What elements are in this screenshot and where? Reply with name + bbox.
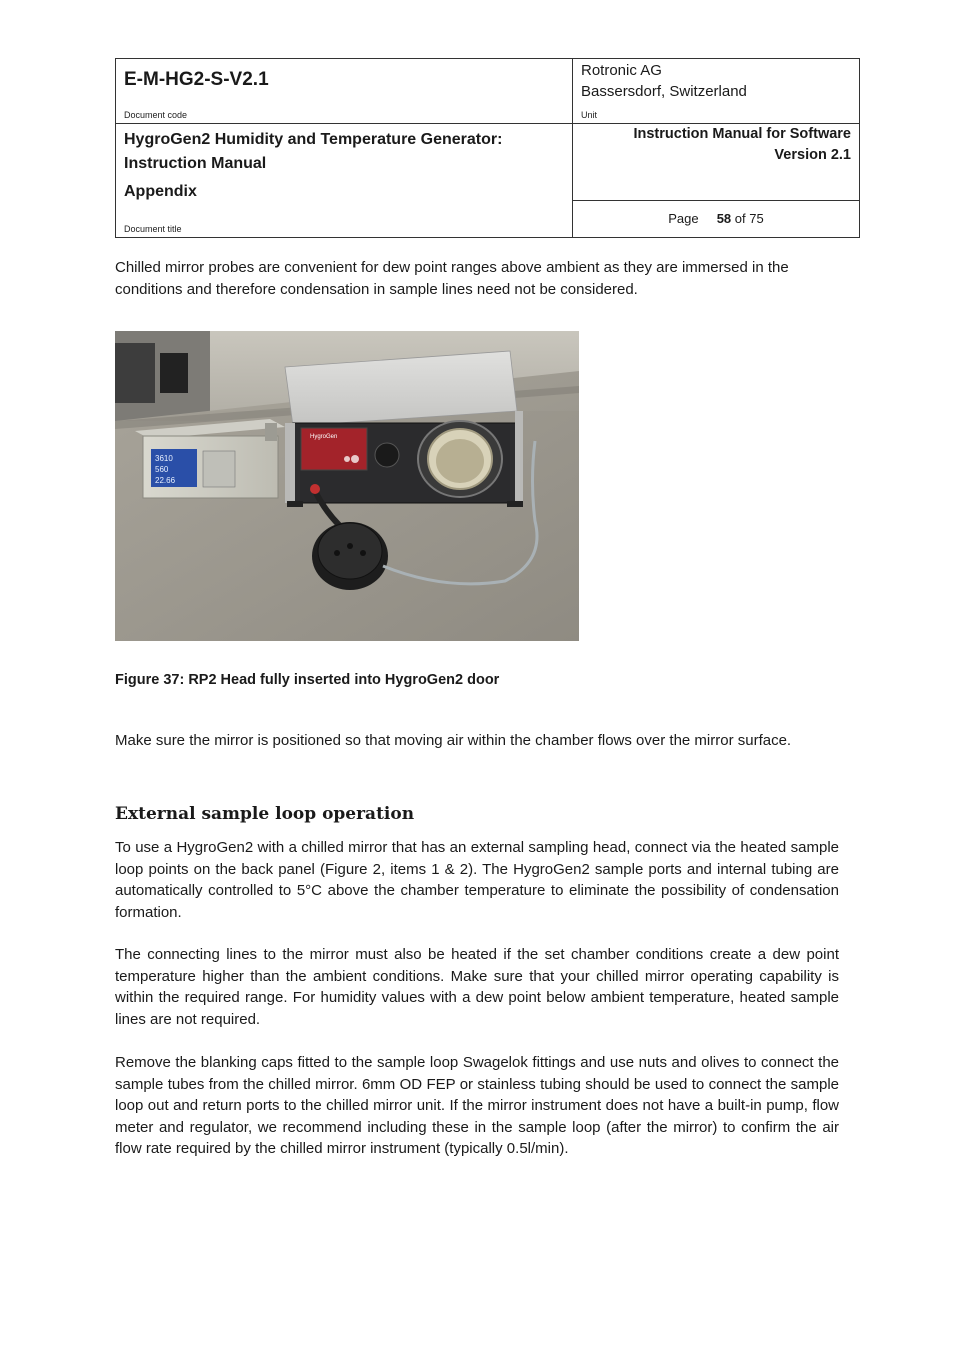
doc-code-label: Document code	[124, 110, 188, 120]
photo-illustration	[115, 331, 579, 641]
manual-cell	[573, 124, 860, 201]
page-cell	[573, 201, 860, 238]
sample-loop-paragraph-1: To use a HygroGen2 with a chilled mirror that has an external sampling head, connect via the heated sample loop points on the back panel (Figure 2, items 1 & 2). The HygroGen2 sample ports and internal tubing are automatically controlled to 5°C above the chamber temperature to eliminate the possibility of condensation formation.	[115, 839, 839, 921]
company-name: Rotronic AG	[581, 62, 662, 79]
doc-title-line1: HygroGen2 Humidity and Temperature Generator:	[124, 131, 503, 148]
doc-code-cell	[116, 59, 573, 124]
page-prefix: Page	[668, 211, 699, 226]
document-header	[115, 58, 860, 238]
sample-loop-paragraph-2: The connecting lines to the mirror must also be heated if the set chamber conditions create a dew point temperature higher than the ambient conditions. Make sure that your chilled mirror operating capability is within the required range. For humidity values with a dew point below ambient temperature, heated sample lines are not required.	[115, 946, 839, 1028]
doc-title-label: Document title	[124, 224, 182, 234]
page-indicator	[573, 211, 859, 226]
meter-screen-text-2: 560	[155, 465, 169, 474]
intro-paragraph: Chilled mirror probes are convenient for dew point ranges above ambient as they are immersed in the conditions and therefore condensation in sample lines need not be considered.	[115, 259, 789, 298]
manual-version: Version 2.1	[774, 147, 851, 163]
section-heading: External sample loop operation	[115, 804, 415, 824]
company-location: Bassersdorf, Switzerland	[581, 83, 747, 100]
doc-code: E-M-HG2-S-V2.1	[124, 69, 269, 90]
meter-screen-text-1: 3610	[155, 454, 173, 463]
unit-label: Unit	[581, 110, 598, 120]
hg2-display-label: HygroGen	[310, 434, 338, 440]
page-total: of 75	[734, 211, 764, 226]
page-number: 58	[716, 211, 732, 226]
figure-caption: Figure 37: RP2 Head fully inserted into HygroGen2 door	[115, 672, 500, 688]
manual-line1: Instruction Manual for Software	[633, 126, 851, 142]
mirror-note-paragraph: Make sure the mirror is positioned so that moving air within the chamber flows over the mirror surface.	[115, 732, 792, 749]
doc-title-line3: Appendix	[124, 183, 197, 200]
meter-screen-text-3: 22.66	[155, 476, 176, 485]
figure-photo	[115, 331, 579, 641]
company-cell	[573, 59, 860, 124]
sample-loop-paragraph-3: Remove the blanking caps fitted to the sample loop Swagelok fittings and use nuts and olives to connect the sample tubes from the chilled mirror. 6mm OD FEP or stainless tubing should be used to connect the sample loop out and return ports to the chilled mirror unit. If the mirror instrument does not have a built-in pump, flow meter and regulator, we recommend including these in the sample loop (after the mirror) to confirm the air flow rate required by the chilled mirror instrument (typically 0.5l/min).	[115, 1054, 839, 1157]
doc-title-cell	[116, 124, 573, 238]
doc-title-line2: Instruction Manual	[124, 155, 267, 172]
